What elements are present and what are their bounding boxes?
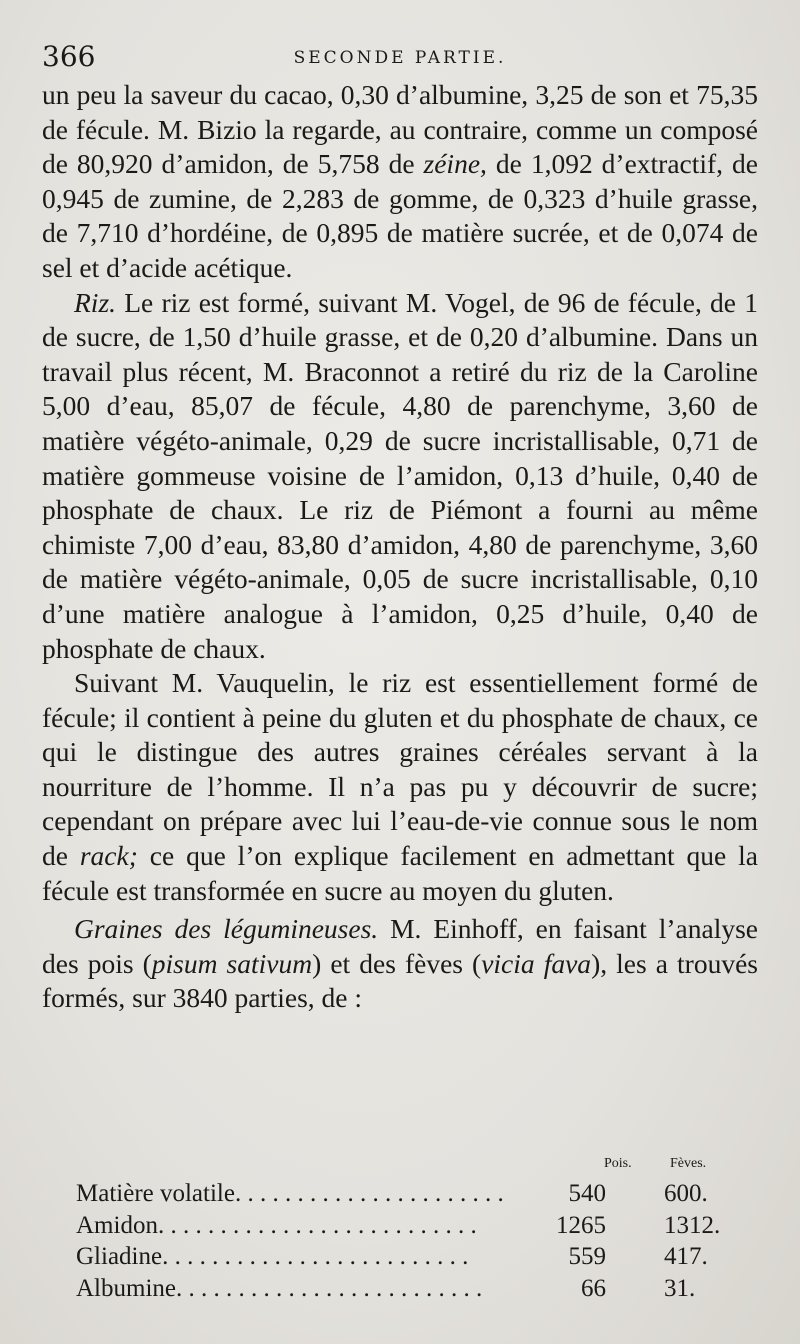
table-row [76,1273,736,1305]
page-header [42,40,758,80]
italic-term: rack; [79,840,138,872]
leader-dots: Gliadine. . . . . . . . . . . . . . . . . . . . . . . . . [76,1243,469,1270]
text-span: Le riz est formé, suivant M. Vogel, de 96 de fécule, de 1 de sucre, de 1,50 d’huile grasse, et de 0,20 d’albumine. Dans un travail plus récent, M. Braconnot a retiré du riz de la Caroline 5,00 d’eau, 85,07 de fécule, 4,80 de parenchyme, 3,60 de matière végéto-animale, 0,29 de sucre incristallisable, 0,71 de matière gommeuse voisine de l’amidon, 0,13 d’huile, 0,40 de phosphate de chaux. Le riz de Piémont a fourni au même chimiste 7,00 d’eau, 83,80 d’amidon, 4,80 de parenchyme, 3,60 de matière végéto-animale, 0,05 de sucre incristallisable, 0,10 d’une matière analogue à l’amidon, 0,25 d’huile, 0,40 de phosphate de chaux. [42,286,758,664]
pois-value: 66 [581,1274,606,1302]
italic-term: zéine, [423,148,487,180]
text-span: ), les a trouvés formés, sur 3840 parties, de : [42,947,758,1014]
table-row [76,1210,736,1242]
italic-term: vicia fava [481,947,592,979]
italic-term: pisum sativum [151,947,313,979]
paragraph-riz [42,286,758,667]
row-label: Amidon [76,1211,158,1239]
text-span: de 1,092 d’extractif, de 0,945 de zumine, de 2,283 de gomme, de 0,323 d’huile grasse, de 7,710 d’hordéine, de 0,895 de matière sucrée, et de 0,074 de sel et d’acide acétique. [42,148,758,283]
page-number: 366 [42,40,96,73]
feves-value: 1312. [664,1211,721,1239]
row-label: Albumine [76,1274,176,1302]
row-label: Matière volatile [76,1180,235,1207]
running-head: SECONDE PARTIE. [293,48,507,68]
table-header [76,1156,736,1178]
body-text [42,78,758,1016]
text-span: Suivant M. Vauquelin, le riz est essentiellement formé de fécule; il contient à peine du gluten et du phosphate de chaux, ce qui le distingue des autres graines céréales servant à la nourriture de l’homme. Il n’a pas pu y découvrir de sucre; cependant on prépare avec lui l’eau-de-vie connue sous le nom de [42,667,758,872]
column-header-pois: Pois. [604,1156,632,1171]
section-heading: Graines des légumineuses. [74,913,379,945]
table-row [76,1178,736,1210]
feves-cell [626,1210,736,1242]
table-row [76,1241,736,1273]
section-heading: Riz. [74,286,117,318]
text-span: ce que l’on explique facilement en admettant que la fécule est transformée en sucre au moyen du gluten. [42,840,758,906]
leader-dots: Matière volatile. . . . . . . . . . . . . . . . . . . . . . [76,1180,504,1207]
leader-dots: Amidon. . . . . . . . . . . . . . . . . . . . . . . . . . [76,1211,477,1239]
text-span: M. Einhoff, en faisant l’analyse des pois ( [42,913,758,979]
pois-value: 540 [568,1180,606,1207]
composition-table [76,1156,736,1304]
feves-cell [626,1273,736,1305]
paragraph-vauquelin [42,666,758,908]
feves-cell [626,1241,736,1273]
paragraph-legumineuses [42,912,758,1016]
pois-value: 1265 [556,1211,606,1239]
column-header-feves: Fèves. [670,1156,707,1171]
text-span: un peu la saveur du cacao, 0,30 d’albumine, 3,25 de son et 75,35 de fécule. M. Bizio la regarde, au contraire, comme un composé de 80,920 d’amidon, de 5,758 de [42,79,758,180]
text-span: ) et des fèves ( [312,947,482,979]
feves-value: 600. [664,1180,708,1207]
pois-value: 559 [568,1243,606,1270]
feves-cell [626,1178,736,1210]
leader-dots: Albumine. . . . . . . . . . . . . . . . . . . . . . . . . [76,1274,483,1302]
paragraph-bizio [42,78,758,286]
row-label: Gliadine [76,1243,163,1270]
feves-value: 31. [664,1274,696,1302]
feves-value: 417. [664,1243,708,1270]
